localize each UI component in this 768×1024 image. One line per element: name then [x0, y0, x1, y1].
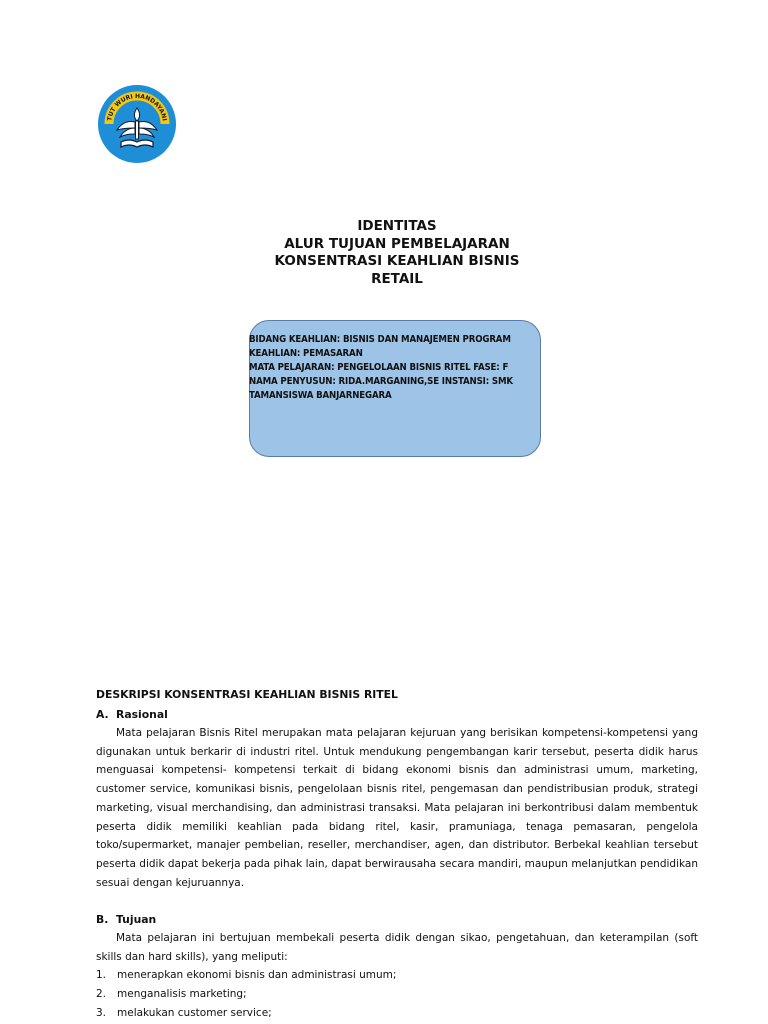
section-a-title: Rasional	[116, 708, 168, 721]
section-b-title: Tujuan	[116, 913, 157, 926]
logo-emblem-icon	[97, 84, 177, 164]
identity-line: NAMA PENYUSUN: RIDA.MARGANING,SE INSTANSI: SMK	[249, 376, 513, 387]
list-item-number: 3.	[96, 1007, 107, 1019]
identity-line: MATA PELAJARAN: PENGELOLAAN BISNIS RITEL FASE: F	[249, 362, 509, 373]
identity-line: KEAHLIAN: PEMASARAN	[249, 348, 363, 359]
section-b-paragraph: Mata pelajaran ini bertujuan membekali peserta didik dengan sikao, pengetahuan, dan keterampilan (soft skills dan hard skills), yang meliputi:	[96, 932, 698, 963]
identity-line: BIDANG KEAHLIAN: BISNIS DAN MANAJEMEN PROGRAM	[249, 334, 511, 345]
description-heading: DESKRIPSI KONSENTRASI KEAHLIAN BISNIS RITEL	[96, 688, 398, 701]
objectives-list	[96, 966, 396, 1023]
title-line-4: RETAIL	[371, 270, 423, 287]
logo-motto: TUT WURI HANDAYANI	[106, 92, 168, 122]
section-a-paragraph: Mata pelajaran Bisnis Ritel merupakan mata pelajaran kejuruan yang berisikan kompetensi-kompetensi yang digunakan untuk berkarir di industri ritel. Untuk mendukung pengembangan karir tersebut, peserta didik harus menguasai kompetensi- kompetensi terkait di bidang ekonomi bisnis dan administrasi umum, marketing, customer service, komunikasi bisnis, pengelolaan bisnis ritel, pengemasan dan pendistribusian produk, strategi marketing, visual merchandising, dan administrasi transaksi. Mata pelajaran ini berkontribusi dalam membentuk peserta didik memiliki keahlian pada bidang ritel, kasir, pramuniaga, tenaga pemasaran, pengelola toko/supermarket, manajer pembelian, reseller, merchandiser, agen, dan distributor. Berbekal keahlian tersebut peserta didik dapat bekerja pada pihak lain, dapat berwirausaha secara mandiri, maupun melanjutkan pendidikan sesuai dengan kejuruannya.	[96, 727, 698, 889]
document-title	[0, 218, 768, 288]
tut-wuri-handayani-logo	[97, 84, 177, 164]
list-item	[96, 985, 396, 1004]
list-item-text: melakukan customer service;	[117, 1007, 272, 1019]
list-item	[96, 1004, 396, 1023]
identity-line: TAMANSISWA BANJARNEGARA	[249, 390, 392, 401]
title-line-1: IDENTITAS	[357, 218, 437, 234]
title-line-3: KONSENTRASI KEAHLIAN BISNIS	[274, 253, 520, 269]
list-item-number: 2.	[96, 988, 107, 1000]
list-item-number: 1.	[96, 969, 107, 981]
list-item-text: menganalisis marketing;	[117, 988, 247, 1000]
list-item-text: menerapkan ekonomi bisnis dan administrasi umum;	[117, 969, 397, 981]
section-b-letter: B.	[96, 913, 109, 926]
identity-text	[249, 333, 539, 403]
section-a-letter: A.	[96, 708, 109, 721]
list-item	[96, 966, 396, 985]
title-line-2: ALUR TUJUAN PEMBELAJARAN	[284, 235, 510, 252]
section-a-heading	[96, 708, 168, 721]
section-b-heading	[96, 913, 156, 926]
